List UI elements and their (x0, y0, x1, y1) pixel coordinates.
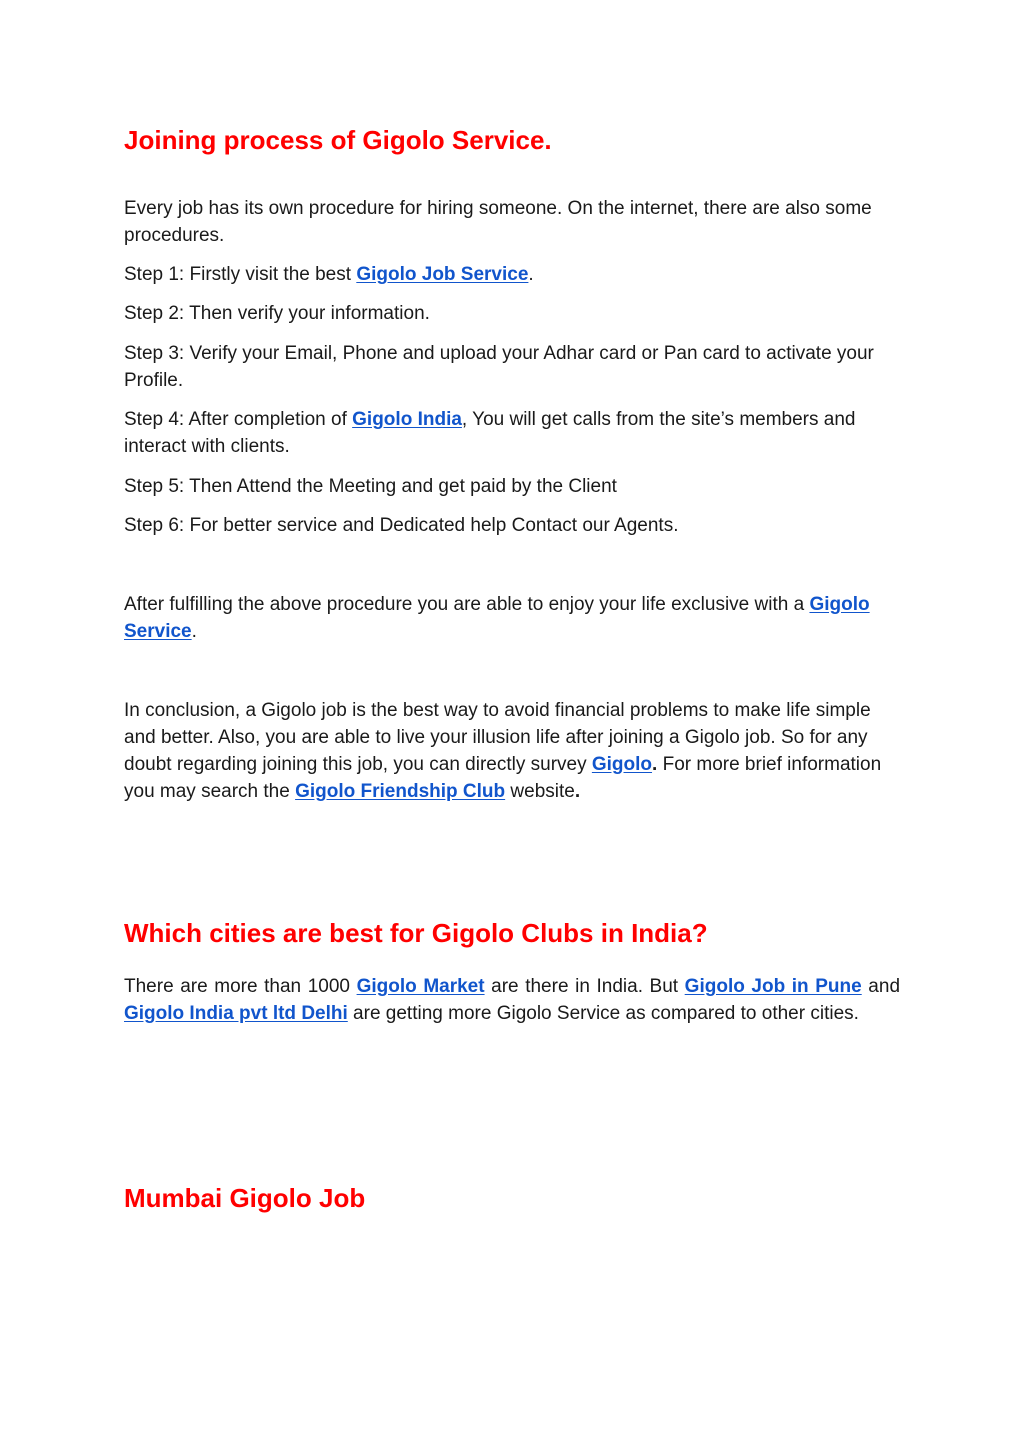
gigolo-friendship-club-link[interactable]: Gigolo Friendship Club (295, 781, 506, 802)
heading-joining-process: Joining process of Gigolo Service. (124, 125, 552, 155)
step-2-text: Step 2: Then verify your information. (124, 303, 430, 324)
cities-pre: There are more than 1000 (124, 976, 357, 997)
after-post: . (191, 621, 197, 642)
gigolo-service-link[interactable]: Gigolo Service (124, 594, 870, 642)
cities-text (124, 973, 900, 1027)
section-heading-joining (124, 124, 900, 156)
section-heading-mumbai (124, 1182, 900, 1214)
gigolo-india-pvt-ltd-delhi-link[interactable]: Gigolo India pvt ltd Delhi (124, 1003, 348, 1024)
gigolo-market-link[interactable]: Gigolo Market (356, 976, 485, 997)
step-3 (124, 340, 900, 394)
intro-text: Every job has its own procedure for hiring someone. On the internet, there are also some procedures. (124, 198, 872, 246)
step-5 (124, 473, 900, 500)
after-pre: After fulfilling the above procedure you are able to enjoy your life exclusive with a (124, 594, 810, 615)
step-6 (124, 512, 900, 539)
after-paragraph (124, 591, 900, 645)
gigolo-india-link[interactable]: Gigolo India (352, 409, 462, 430)
conclusion-text (124, 697, 900, 805)
cities-post: are getting more Gigolo Service as compared to other cities. (347, 1003, 859, 1024)
conclusion-bold-dot: . (652, 754, 658, 775)
after-text (124, 591, 900, 645)
step-2 (124, 300, 900, 327)
step-1-post: . (528, 264, 534, 285)
step-1-pre: Step 1: Firstly visit the best (124, 264, 357, 285)
step-3-text: Step 3: Verify your Email, Phone and upload your Adhar card or Pan card to activate your Profile. (124, 343, 874, 391)
step-1 (124, 261, 900, 288)
gigolo-job-in-pune-link[interactable]: Gigolo Job in Pune (684, 976, 862, 997)
conclusion-post: website (505, 781, 575, 802)
gigolo-link[interactable]: Gigolo (591, 754, 653, 775)
conclusion-paragraph (124, 697, 900, 805)
section-heading-cities (124, 917, 900, 949)
step-4-post: , You will get calls from the site’s members and interact with clients. (124, 409, 856, 457)
gigolo-job-service-link[interactable]: Gigolo Job Service (356, 264, 529, 285)
step-4-text (124, 406, 900, 460)
step-6-text: Step 6: For better service and Dedicated help Contact our Agents. (124, 515, 679, 536)
step-1-text (124, 261, 900, 288)
heading-best-cities: Which cities are best for Gigolo Clubs in India? (124, 918, 708, 948)
conclusion-mid: For more brief information you may search the (124, 754, 882, 802)
conclusion-pre: In conclusion, a Gigolo job is the best way to avoid financial problems to make life simple and better. Also, you are able to live your illusion life after joining a Gigolo job. So for any doubt regarding joining this job, you can directly survey (124, 700, 871, 775)
cities-paragraph (124, 973, 900, 1027)
heading-mumbai-gigolo-job: Mumbai Gigolo Job (124, 1183, 366, 1213)
conclusion-end-dot: . (574, 781, 581, 802)
cities-mid-2: and (861, 976, 901, 997)
cities-mid-1: are there in India. But (484, 976, 685, 997)
step-4 (124, 406, 900, 460)
step-4-pre: Step 4: After completion of (124, 409, 353, 430)
step-5-text: Step 5: Then Attend the Meeting and get paid by the Client (124, 476, 617, 497)
intro-paragraph (124, 195, 900, 249)
